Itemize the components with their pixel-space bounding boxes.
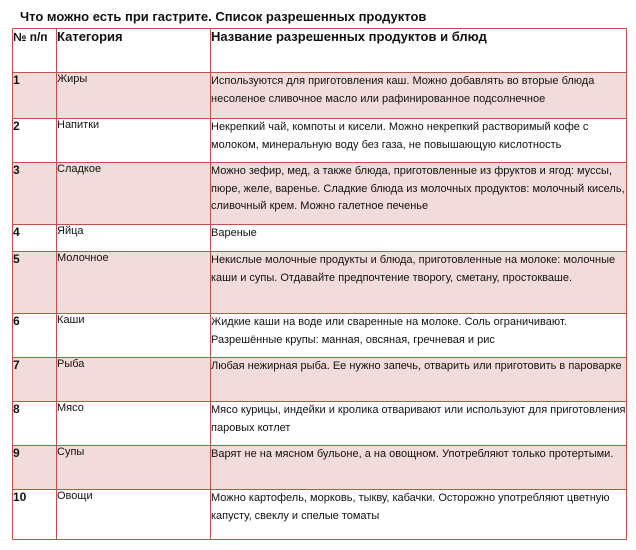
row-description: Мясо курицы, индейки и кролика отваривают или используют для приготовления паровых котлет [211,402,627,446]
row-description: Варят не на мясном бульоне, а на овощном. Употребляют только протертыми. [211,446,627,490]
row-number: 5 [13,252,57,314]
table-row [13,490,627,540]
table-row [13,225,627,252]
row-category: Молочное [57,252,211,314]
table-header-row [13,29,627,73]
table-row [13,73,627,119]
row-category: Рыба [57,358,211,402]
row-category: Супы [57,446,211,490]
row-number: 3 [13,163,57,225]
row-category: Каши [57,314,211,358]
row-number: 4 [13,225,57,252]
row-description: Вареные [211,225,627,252]
column-header-category: Категория [57,29,211,73]
row-description: Некислые молочные продукты и блюда, приготовленные на молоке: молочные каши и супы. Отдавайте предпочтение творогу, сметану, простокваше. [211,252,627,314]
table-row [13,119,627,163]
row-number: 7 [13,358,57,402]
table-row [13,252,627,314]
table-row [13,402,627,446]
row-description: Используются для приготовления каш. Можно добавлять во вторые блюда несоленое сливочное масло или рафинированное подсолнечное [211,73,627,119]
row-category: Жиры [57,73,211,119]
row-category: Яйца [57,225,211,252]
row-number: 10 [13,490,57,540]
row-description: Можно картофель, морковь, тыкву, кабачки. Осторожно употребляют цветную капусту, свеклу и спелые томаты [211,490,627,540]
table-row [13,358,627,402]
table-row [13,446,627,490]
row-number: 2 [13,119,57,163]
page-title: Что можно есть при гастрите. Список разрешенных продуктов [20,9,427,24]
table-row [13,163,627,225]
row-number: 1 [13,73,57,119]
table-row [13,314,627,358]
row-description: Жидкие каши на воде или сваренные на молоке. Соль ограничивают. Разрешённые крупы: манная, овсяная, гречневая и рис [211,314,627,358]
row-description: Любая нежирная рыба. Ее нужно запечь, отварить или приготовить в пароварке [211,358,627,402]
allowed-foods-table [12,28,627,540]
column-header-number: № п/п [13,29,57,73]
row-number: 9 [13,446,57,490]
column-header-allowed: Название разрешенных продуктов и блюд [211,29,627,73]
row-category: Сладкое [57,163,211,225]
row-number: 6 [13,314,57,358]
row-category: Напитки [57,119,211,163]
row-description: Некрепкий чай, компоты и кисели. Можно некрепкий растворимый кофе с молоком, минеральную воду без газа, не повышающую кислотность [211,119,627,163]
row-description: Можно зефир, мед, а также блюда, приготовленные из фруктов и ягод: муссы, пюре, желе, варенье. Сладкие блюда из молочных продуктов: молочный кисель, сливочный крем. Можно галетное печенье [211,163,627,225]
row-category: Мясо [57,402,211,446]
row-number: 8 [13,402,57,446]
row-category: Овощи [57,490,211,540]
